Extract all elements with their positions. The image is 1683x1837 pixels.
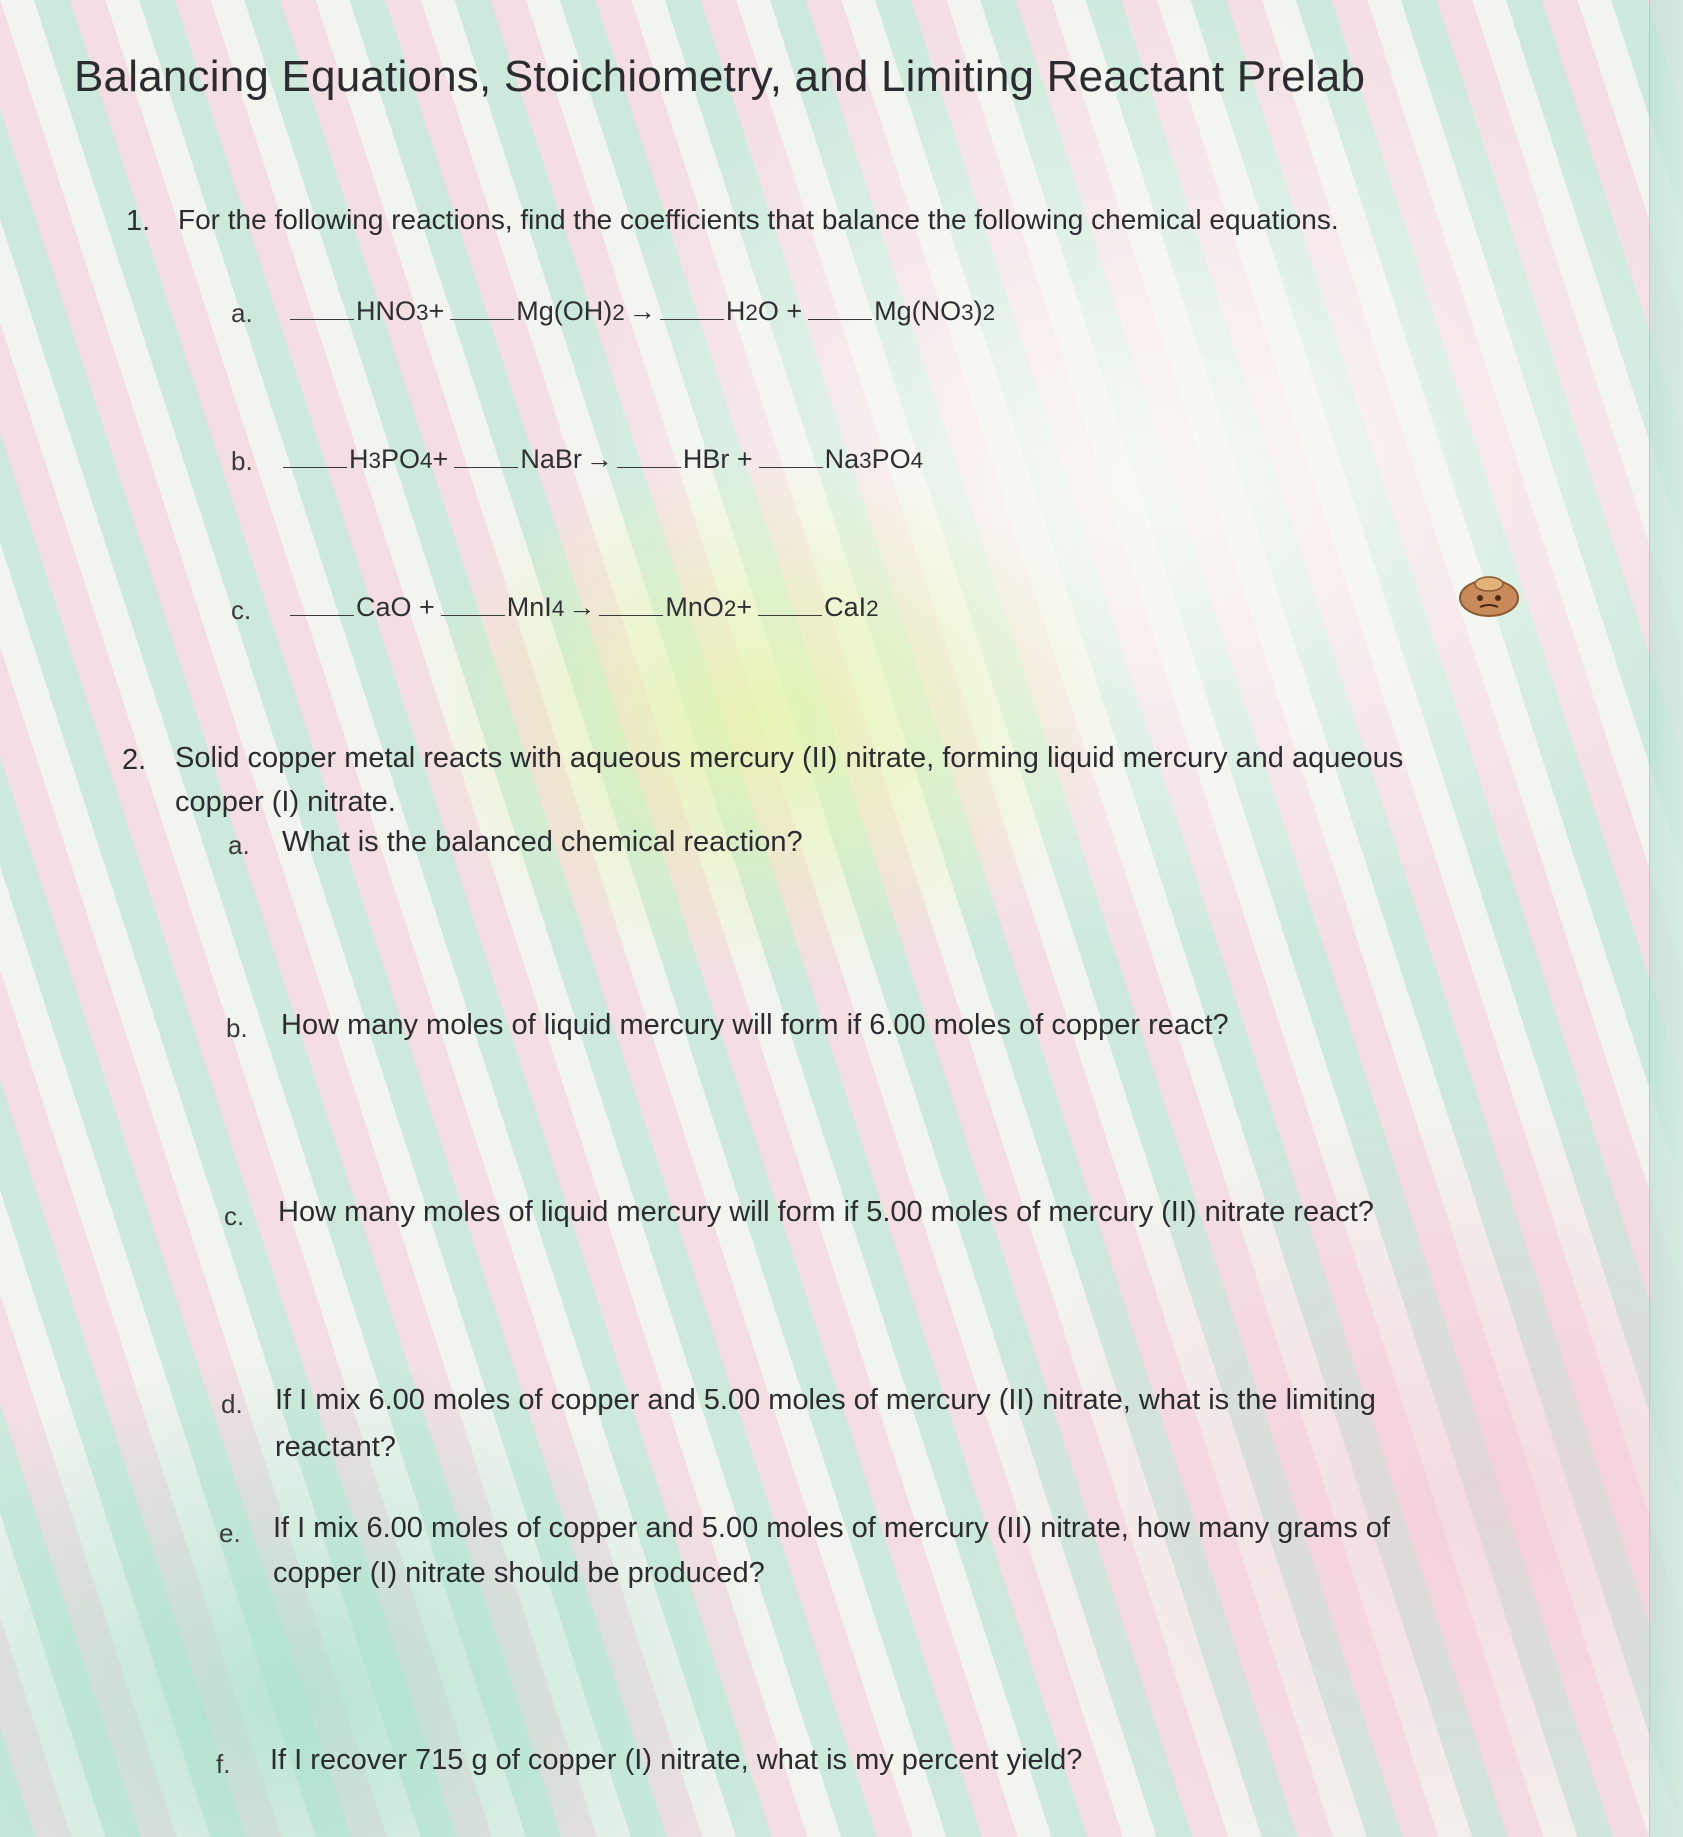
q2-part-d-line1: If I mix 6.00 moles of copper and 5.00 moles of mercury (II) nitrate, what is the limiting	[275, 1384, 1376, 1416]
q2-part-e-line1: If I mix 6.00 moles of copper and 5.00 moles of mercury (II) nitrate, how many grams of	[273, 1512, 1390, 1544]
q2-part-f-text: If I recover 715 g of copper (I) nitrate, what is my percent yield?	[270, 1744, 1083, 1776]
q1-number: 1.	[126, 205, 151, 237]
formula-text: O +	[757, 296, 803, 326]
answer-blank[interactable]	[450, 318, 514, 320]
subscript: 2	[745, 300, 758, 325]
answer-blank[interactable]	[759, 466, 823, 468]
q2-intro-line2: copper (I) nitrate.	[175, 786, 396, 818]
q2-part-e-line2: copper (I) nitrate should be produced?	[273, 1557, 765, 1589]
q2-part-d-label: d.	[221, 1389, 243, 1419]
q2-intro-line1: Solid copper metal reacts with aqueous mercury (II) nitrate, forming liquid mercury and aqueous	[175, 742, 1404, 774]
subscript: 2	[612, 300, 625, 325]
answer-blank[interactable]	[454, 466, 518, 468]
eq-a-label: a.	[231, 298, 253, 328]
q2-part-c-text: How many moles of liquid mercury will form if 5.00 moles of mercury (II) nitrate react?	[278, 1196, 1374, 1228]
q2-part-b-label: b.	[226, 1013, 248, 1043]
q2-part-f-label: f.	[216, 1749, 231, 1779]
page-title: Balancing Equations, Stoichiometry, and Limiting Reactant Prelab	[74, 52, 1366, 101]
eq-b-label: b.	[231, 446, 253, 476]
q2-number: 2.	[122, 744, 147, 776]
q2-part-a-text: What is the balanced chemical reaction?	[282, 826, 803, 858]
formula-text: PO	[871, 444, 911, 474]
reaction-arrow: →	[628, 296, 656, 326]
subscript: 4	[910, 448, 924, 473]
answer-blank[interactable]	[758, 614, 822, 616]
sticker-icon	[1458, 570, 1520, 618]
formula-text: )	[973, 296, 983, 326]
formula-text: PO	[381, 444, 421, 474]
page-edge	[1649, 0, 1683, 1837]
formula-text: MnO	[665, 592, 724, 622]
subscript: 2	[982, 300, 996, 325]
q1-prompt: For the following reactions, find the coefficients that balance the following chemical equations.	[178, 204, 1339, 235]
answer-blank[interactable]	[808, 318, 872, 320]
subscript: 4	[420, 448, 433, 473]
plus-sign: +	[432, 444, 449, 474]
subscript: 2	[866, 596, 879, 621]
subscript: 3	[416, 300, 429, 325]
subscript: 2	[723, 596, 737, 621]
formula-text: Na	[824, 444, 860, 474]
answer-blank[interactable]	[617, 466, 681, 468]
reaction-arrow: →	[585, 444, 613, 474]
formula-text: HNO	[356, 296, 416, 326]
plus-sign: +	[428, 296, 445, 326]
subscript: 4	[551, 596, 565, 621]
answer-blank[interactable]	[660, 318, 724, 320]
formula-text: MnI	[506, 592, 552, 622]
formula-text: CaO +	[356, 592, 435, 622]
formula-text: NaBr	[520, 444, 582, 474]
subscript: 3	[859, 448, 872, 473]
formula-text: H	[725, 296, 746, 326]
subscript: 3	[961, 300, 974, 325]
reaction-arrow: →	[568, 592, 596, 622]
answer-blank[interactable]	[599, 614, 663, 616]
formula-text: HBr +	[682, 444, 753, 474]
formula-text: CaI	[824, 592, 867, 622]
plus-sign: +	[736, 592, 753, 622]
answer-blank[interactable]	[283, 466, 347, 468]
q2-part-b-text: How many moles of liquid mercury will form if 6.00 moles of copper react?	[281, 1009, 1229, 1041]
subscript: 3	[368, 448, 382, 473]
answer-blank[interactable]	[441, 614, 505, 616]
formula-text: H	[349, 444, 369, 474]
q2-part-d-line2: reactant?	[275, 1431, 396, 1463]
answer-blank[interactable]	[290, 318, 354, 320]
q2-part-c-label: c.	[224, 1201, 245, 1231]
equation-c	[290, 592, 879, 623]
equation-b	[283, 444, 923, 475]
equation-a	[290, 296, 995, 327]
answer-blank[interactable]	[290, 614, 354, 616]
formula-text: Mg(NO	[874, 296, 962, 326]
q2-part-a-label: a.	[228, 830, 250, 860]
formula-text: Mg(OH)	[516, 296, 613, 326]
eq-c-label: c.	[231, 595, 252, 625]
q2-part-e-label: e.	[219, 1518, 241, 1548]
